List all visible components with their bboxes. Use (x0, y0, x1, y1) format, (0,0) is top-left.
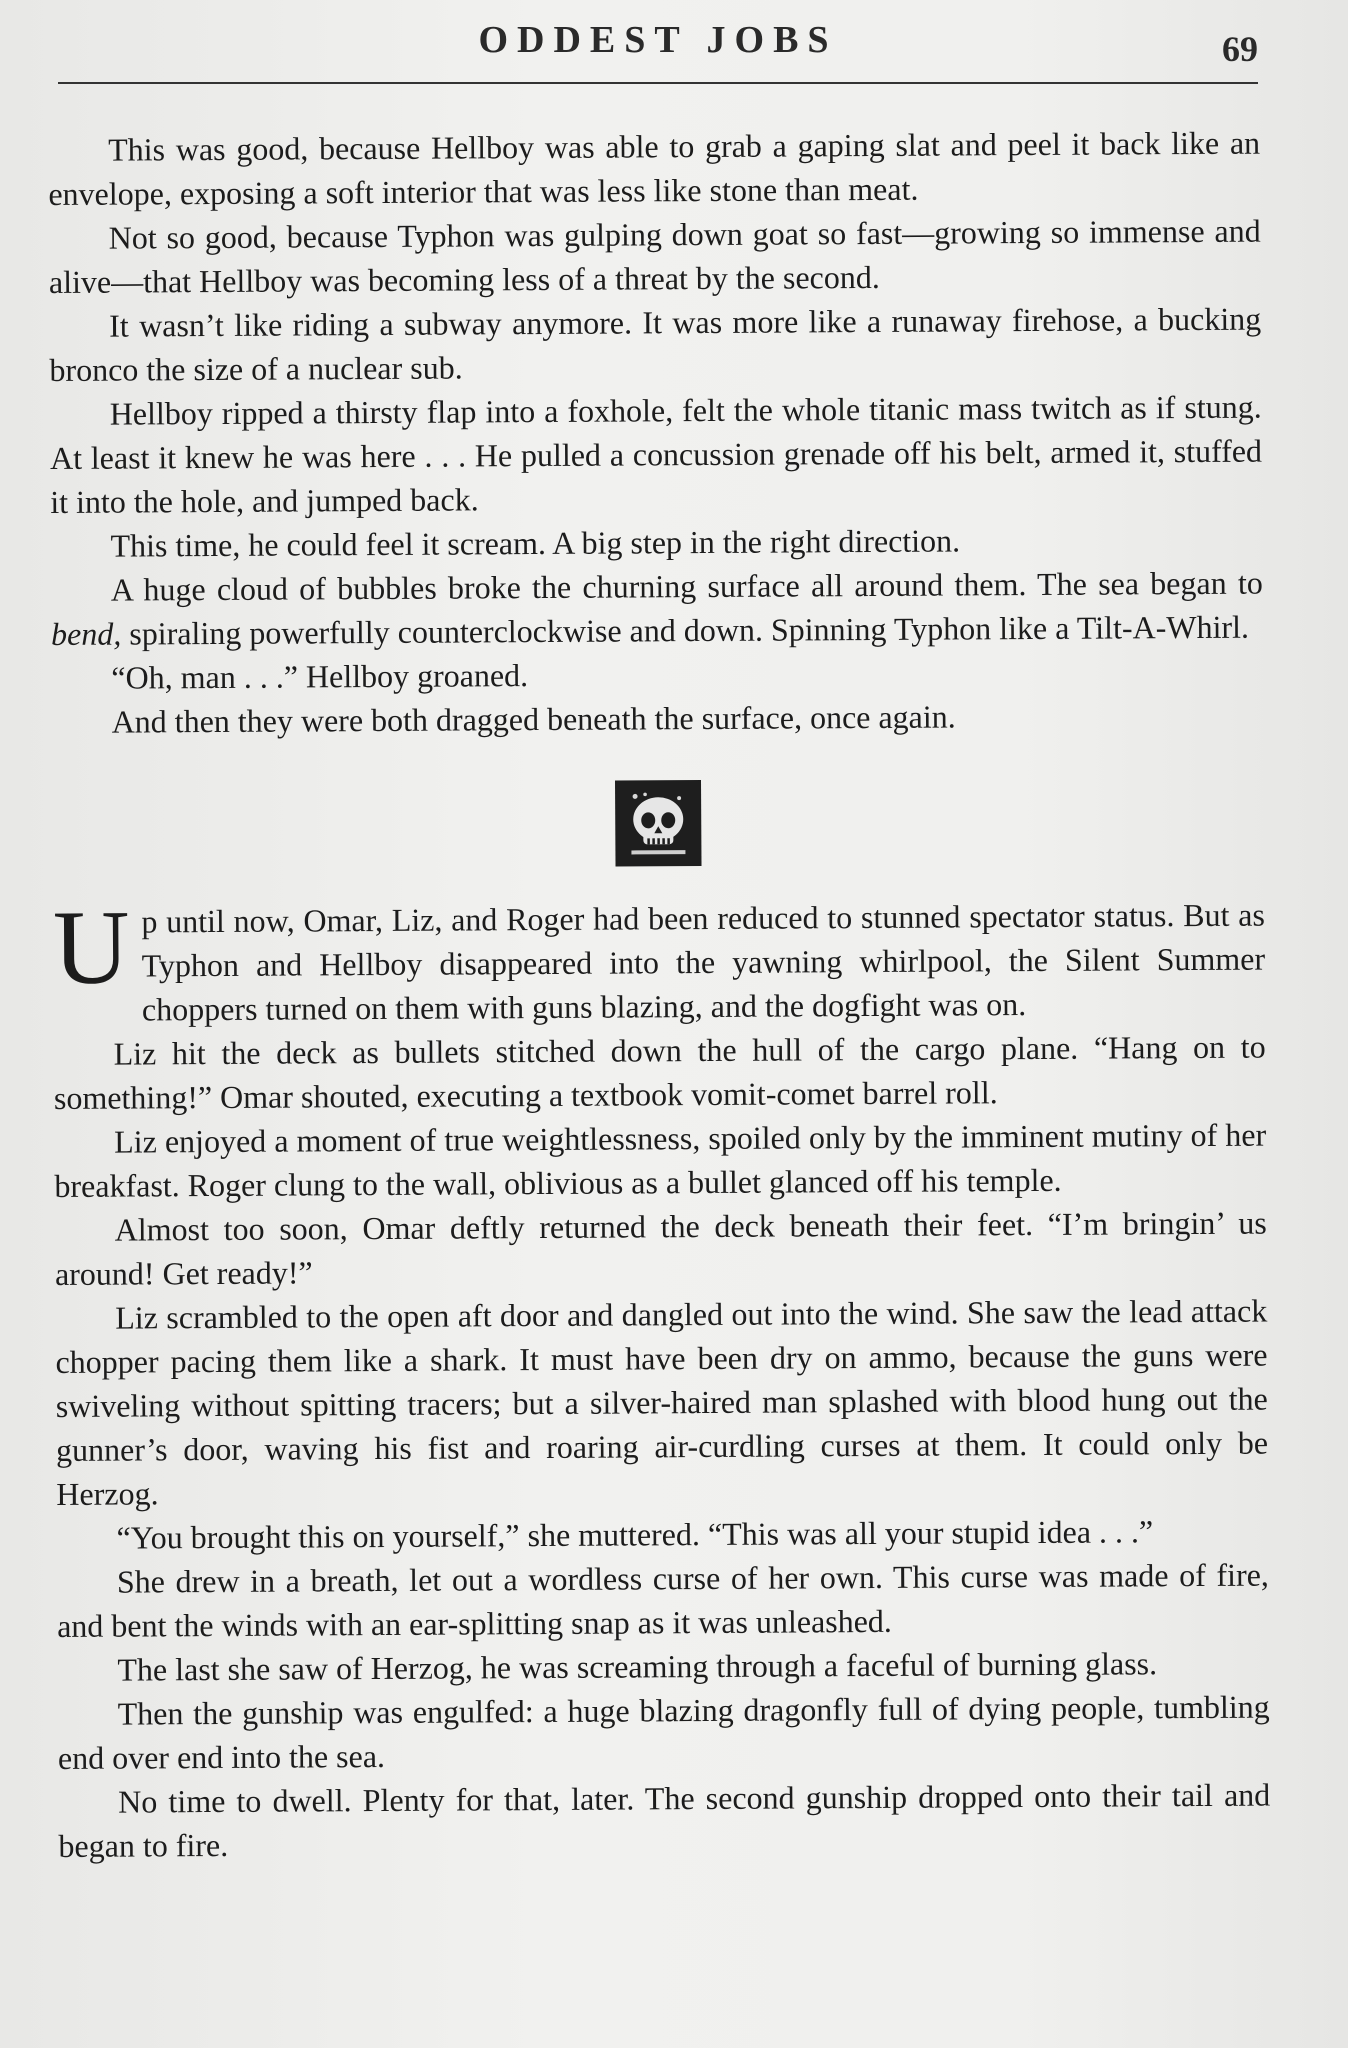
paragraph: “Oh, man . . .” Hellboy groaned. (111, 657, 529, 696)
paragraph: No time to dwell. Plenty for that, later. The second gunship dropped onto their tail and began to fire. (58, 1776, 1271, 1864)
header-rule (58, 82, 1258, 84)
page-header (58, 18, 1258, 88)
dropcap-paragraph (52, 888, 1266, 1032)
skull-icon (621, 786, 695, 860)
dropcap-paragraph-text: p until now, Omar, Liz, and Roger had been reduced to stunned spectator status. But as Typhon and Hellboy disappeared into the yawning whirlpool, the Silent Summer choppers turned on them with guns blazing, and the dogfight was on. (141, 896, 1266, 1028)
paragraph: She drew in a breath, let out a wordless curse of her own. This curse was made of fire, and bent the winds with an ear-splitting snap as it was unleashed. (57, 1556, 1269, 1644)
paragraph: Liz scrambled to the open aft door and dangled out into the wind. She saw the lead attack chopper pacing them like a shark. It must have been dry on ammo, because the guns were swiveling without spitting tracers; but a silver-haired man splashed with blood hung out the gunner’s door, waving his fist and roaring air-curdling curses at them. It could only be Herzog. (55, 1292, 1269, 1512)
paragraph: This time, he could feel it scream. A big step in the right direction. (110, 522, 961, 564)
paragraph-bend (51, 561, 1264, 656)
paragraph: “You brought this on yourself,” she muttered. “This was all your stupid idea . . .” (116, 1513, 1154, 1556)
paragraph: The last she saw of Herzog, he was screaming through a faceful of burning glass. (117, 1645, 1158, 1688)
paragraph: Hellboy ripped a thirsty flap into a foxhole, felt the whole titanic mass twitch as if stung. At least it knew he was here . . . He pulled a concussion grenade off his belt, armed it, stuffed it into the hole, and jumped back. (49, 388, 1263, 520)
paragraph: Liz enjoyed a moment of true weightlessness, spoiled only by the imminent mutiny of her breakfast. Roger clung to the wall, oblivious as a bullet glanced off his temple. (54, 1116, 1267, 1204)
body-text (48, 121, 1271, 1868)
paragraph-bend-start: A huge cloud of bubbles broke the churning surface all around them. The sea began to (110, 564, 1263, 608)
page-number: 69 (1222, 29, 1258, 69)
drop-cap: U (52, 888, 130, 1006)
paragraph: Not so good, because Typhon was gulping down goat so fast—growing so immense and alive—that Hellboy was becoming less of a threat by the second. (48, 212, 1261, 300)
paragraph: This was good, because Hellboy was able to grab a gaping slat and peel it back like an envelope, exposing a soft interior that was less like stone than meat. (48, 124, 1261, 212)
paragraph: Almost too soon, Omar deftly returned the deck beneath their feet. “I’m bringin’ us around! Get ready!” (54, 1204, 1267, 1292)
paragraph: Then the gunship was engulfed: a huge blazing dragonfly full of dying people, tumbling end over end into the sea. (57, 1688, 1270, 1776)
paragraph-bend-end: spiraling powerfully counterclockwise and down. Spinning Typhon like a Tilt-A-Whirl. (121, 608, 1250, 652)
skull-ornament (615, 780, 702, 867)
paragraph: Liz hit the deck as bullets stitched down the hull of the cargo plane. “Hang on to something!” Omar shouted, executing a textbook vomit-comet barrel roll. (53, 1028, 1266, 1116)
running-head: ODDEST JOBS (478, 19, 838, 61)
paragraph: And then they were both dragged beneath the surface, once again. (111, 698, 956, 740)
paragraph: It wasn’t like riding a subway anymore. It was more like a runaway firehose, a bucking bronco the size of a nuclear sub. (49, 300, 1262, 388)
italic-bend: bend, (50, 615, 122, 652)
